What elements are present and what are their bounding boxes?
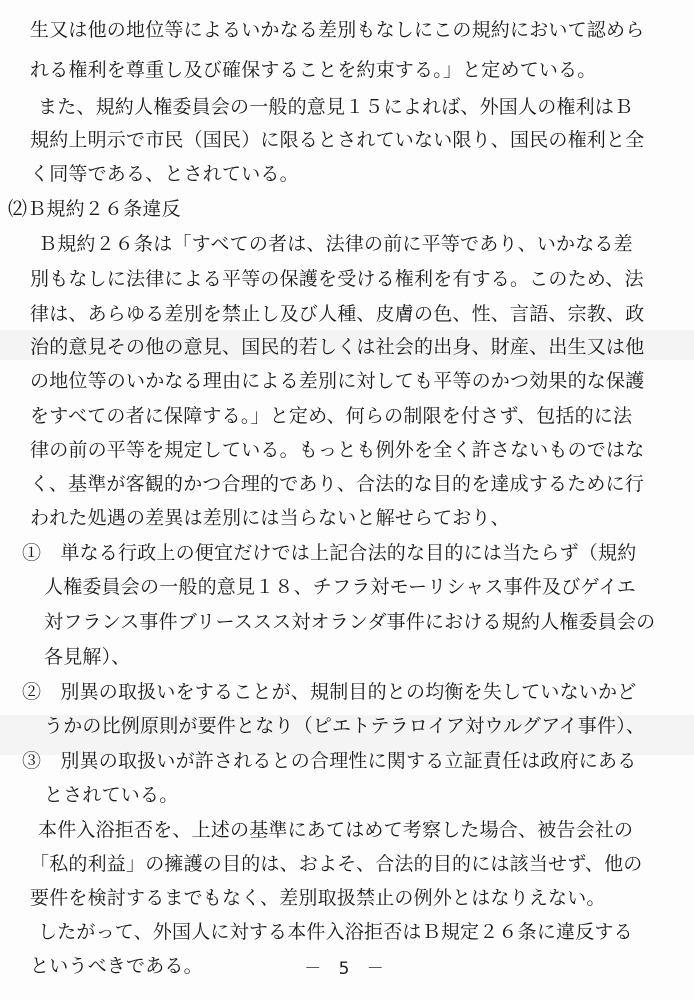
body-line: く、基準が客観的かつ合理的であり、合法的な目的を達成するために行 xyxy=(30,473,645,495)
body-line: Ｂ規約２６条は「すべての者は、法律の前に平等であり、いかなる差 xyxy=(38,233,633,255)
body-line: 治的意見その他の意見、国民的若しくは社会的出身、財産、出生又は他 xyxy=(30,336,645,358)
body-line: 規約上明示で市民（国民）に限るとされていない限り、国民の権利と全 xyxy=(30,129,645,151)
list-item-continuation: 対フランス事件ブリーススス対オランダ事件における規約人権委員会の xyxy=(44,611,656,633)
list-item-continuation: 各見解）、 xyxy=(44,646,131,668)
body-line: われた処遇の差異は差別には当らないと解せらており、 xyxy=(30,507,510,529)
page-number: － 5 － xyxy=(304,959,390,979)
body-line: また、規約人権委員会の一般的意見１５によれば、外国人の権利はＢ xyxy=(38,96,634,118)
body-line: というべきである。 xyxy=(30,955,203,977)
body-line: く同等である、とされている。 xyxy=(30,163,299,185)
list-item-continuation: うかの比例原則が要件となり（ピエトテラロイア対ウルグアイ事件）、 xyxy=(44,715,646,737)
list-item-continuation: 人権委員会の一般的意見１８、チフラ対モーリシャス事件及びゲイエ xyxy=(44,576,636,598)
list-item: ③ 別異の取扱いが許されるとの合理性に関する立証責任は政府にある xyxy=(22,750,637,772)
body-line: したがって、外国人に対する本件入浴拒否はＢ規定２６条に違反する xyxy=(38,921,633,943)
body-line: 生又は他の地位等によるいかなる差別もなしにこの規約において認めら xyxy=(30,19,645,41)
body-line: れる権利を尊重し及び確保することを約束する。」と定めている。 xyxy=(30,59,597,81)
body-line: 要件を検討するまでもなく、差別取扱禁止の例外とはなりえない。 xyxy=(30,887,606,909)
body-line: 「私的利益」の擁護の目的は、およそ、合法的目的には該当せず、他の xyxy=(30,853,643,875)
body-line: の地位等のいかなる理由による差別に対しても平等のかつ効果的な保護 xyxy=(30,370,645,392)
list-item: ② 別異の取扱いをすることが、規制目的との均衡を失していないかど xyxy=(22,681,637,703)
body-line: 律の前の平等を規定している。もっとも例外を全く許さないものではな xyxy=(30,439,645,461)
list-item-continuation: とされている。 xyxy=(44,784,179,806)
section-heading: ⑵Ｂ規約２６条違反 xyxy=(8,198,181,220)
body-line: 律は、あらゆる差別を禁止し及び人種、皮膚の色、性、言語、宗教、政 xyxy=(30,303,645,325)
list-item: ① 単なる行政上の便宜だけでは上記合法的な目的には当たらず（規約 xyxy=(22,542,637,564)
body-line: をすべての者に保障する。」と定め、何らの制限を付さず、包括的に法 xyxy=(30,405,633,427)
body-line: 本件入浴拒否を、上述の基準にあてはめて考察した場合、被告会社の xyxy=(38,819,634,841)
body-line: 別もなしに法律による平等の保護を受ける権利を有する。このため、法 xyxy=(30,268,644,290)
